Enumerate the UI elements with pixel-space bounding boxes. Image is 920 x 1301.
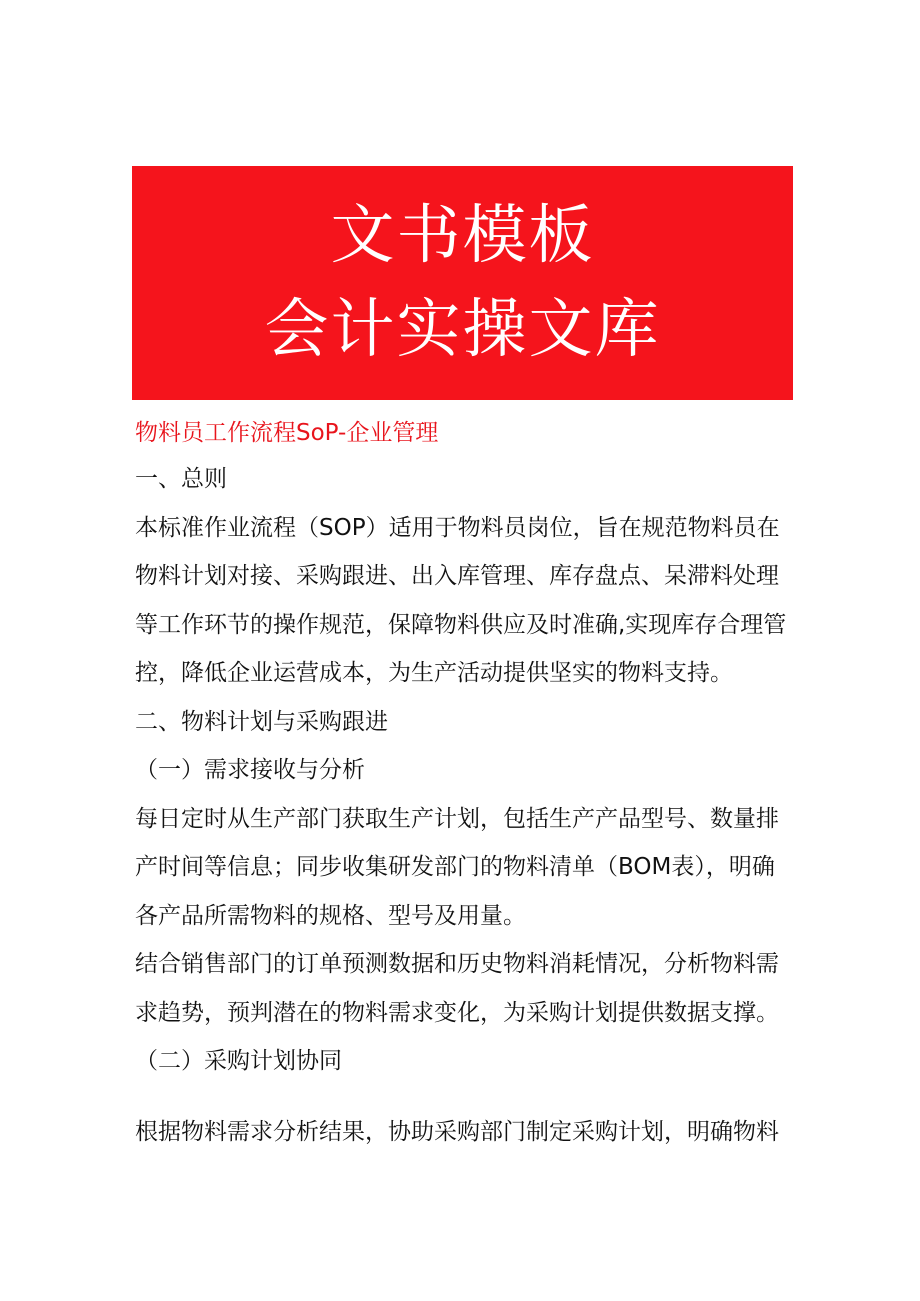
paragraph-procurement [135, 1108, 795, 1157]
spacer [135, 1086, 795, 1108]
section-heading-general: 一、总则 [135, 466, 227, 492]
subsection-heading-procurement: （二）采购计划协同 [135, 1048, 342, 1074]
paragraph-line: 每日定时从生产部门获取生产计划，包括生产产品型号、数量排 [135, 805, 779, 832]
paragraph-line: 各产品所需物料的规格、型号及用量。 [135, 902, 526, 929]
document-body [135, 411, 795, 1156]
paragraph-line: 根据物料需求分析结果，协助采购部门制定采购计划，明确物料 [135, 1118, 779, 1145]
paragraph-line: 等工作环节的操作规范，保障物料供应及时准确,实现库存合理管 [135, 611, 787, 638]
paragraph-line: 求趋势，预判潜在的物料需求变化，为采购计划提供数据支撑。 [135, 999, 779, 1026]
paragraph-line: 物料计划对接、采购跟进、出入库管理、库存盘点、呆滞料处理 [135, 563, 779, 589]
paragraph-line: 控，降低企业运营成本，为生产活动提供坚实的物料支持。 [135, 660, 733, 686]
banner-title-line-1: 文书模板 [330, 199, 595, 273]
header-banner [132, 166, 793, 400]
paragraph-line: 结合销售部门的订单预测数据和历史物料消耗情况，分析物料需 [135, 951, 779, 977]
banner-title-line-2: 会计实操文库 [264, 293, 661, 367]
paragraph-general [135, 504, 795, 698]
paragraph-demand-2 [135, 940, 795, 1037]
paragraph-line: 产时间等信息；同步收集研发部门的物料清单（BOM表），明确 [135, 854, 775, 880]
subsection-heading-demand: （一）需求接收与分析 [135, 757, 365, 783]
document-title: 物料员工作流程SoP-企业管理 [135, 420, 439, 446]
section-heading-planning: 二、物料计划与采购跟进 [135, 708, 388, 735]
paragraph-demand-1 [135, 795, 795, 941]
paragraph-line: 本标准作业流程（SOP）适用于物料员岗位，旨在规范物料员在 [135, 514, 780, 541]
